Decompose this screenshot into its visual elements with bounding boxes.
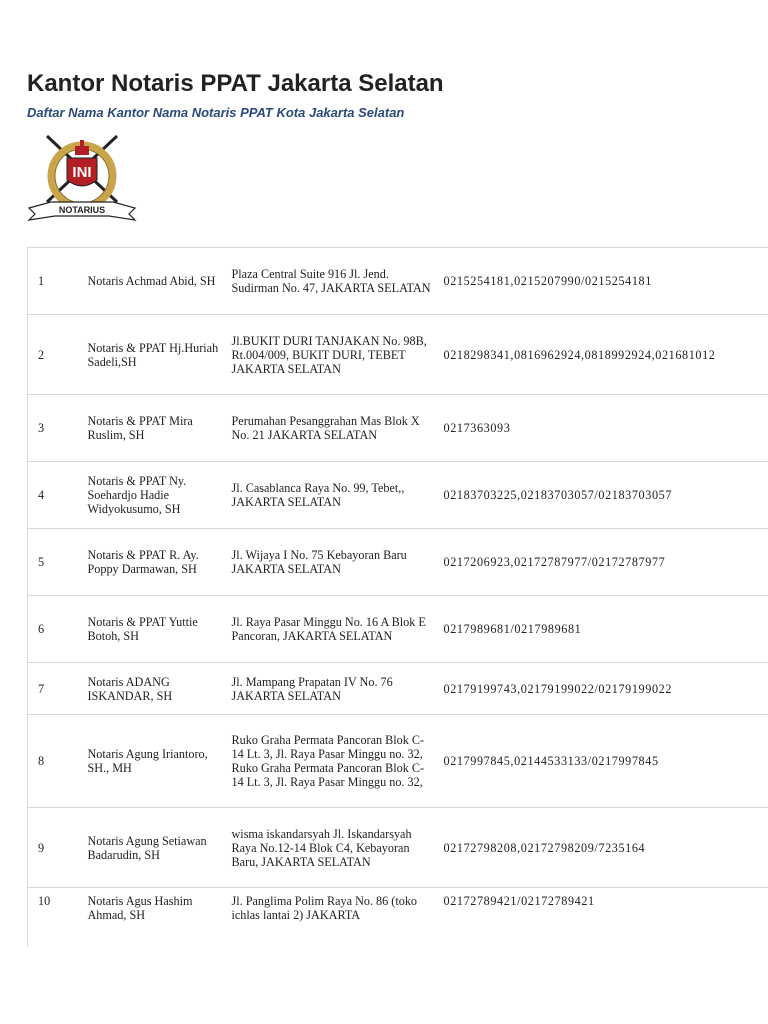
notary-name: Notaris & PPAT Ny. Soehardjo Hadie Widyokusumo, SH — [78, 462, 222, 529]
row-number: 9 — [28, 808, 78, 888]
logo-ribbon-text: NOTARIUS — [58, 205, 106, 215]
notary-phone: 0217206923,02172787977/02172787977 — [434, 529, 768, 596]
notary-address: Jl. Panglima Polim Raya No. 86 (toko ichlas lantai 2) JAKARTA — [222, 888, 434, 948]
notary-name: Notaris Agung Iriantoro, SH., MH — [78, 715, 222, 808]
notary-address: Jl. Raya Pasar Minggu No. 16 A Blok E Pancoran, JAKARTA SELATAN — [222, 596, 434, 663]
notary-name: Notaris & PPAT Mira Ruslim, SH — [78, 395, 222, 462]
page-title: Kantor Notaris PPAT Jakarta Selatan — [27, 70, 444, 97]
table-row — [28, 596, 768, 663]
row-number: 1 — [28, 248, 78, 315]
notary-name: Notaris ADANG ISKANDAR, SH — [78, 663, 222, 715]
row-number: 2 — [28, 315, 78, 395]
row-number: 7 — [28, 663, 78, 715]
notary-phone: 0217989681/0217989681 — [434, 596, 768, 663]
notary-address: wisma iskandarsyah Jl. Iskandarsyah Raya No.12-14 Blok C4, Kebayoran Baru, JAKARTA SELATAN — [222, 808, 434, 888]
notary-name: Notaris Agus Hashim Ahmad, SH — [78, 888, 222, 948]
page-subtitle: Daftar Nama Kantor Nama Notaris PPAT Kota Jakarta Selatan — [27, 105, 405, 120]
notary-phone: 0217363093 — [434, 395, 768, 462]
notary-address: Plaza Central Suite 916 Jl. Jend. Sudirman No. 47, JAKARTA SELATAN — [222, 248, 434, 315]
notary-table-container — [27, 247, 768, 947]
notary-address: Perumahan Pesanggrahan Mas Blok X No. 21 JAKARTA SELATAN — [222, 395, 434, 462]
table-row — [28, 462, 768, 529]
row-number: 5 — [28, 529, 78, 596]
row-number: 6 — [28, 596, 78, 663]
notary-address: Jl. Wijaya I No. 75 Kebayoran Baru JAKARTA SELATAN — [222, 529, 434, 596]
table-row — [28, 315, 768, 395]
notary-phone: 0217997845,02144533133/0217997845 — [434, 715, 768, 808]
table-row — [28, 808, 768, 888]
logo-cross-post — [80, 140, 84, 150]
notary-address: Ruko Graha Permata Pancoran Blok C-14 Lt. 3, Jl. Raya Pasar Minggu no. 32, Ruko Graha Permata Pancoran Blok C-14 Lt. 3, Jl. Raya Pasar Minggu no. 32, — [222, 715, 434, 808]
notary-phone: 02183703225,02183703057/02183703057 — [434, 462, 768, 529]
notary-phone: 0218298341,0816962924,0818992924,021681012 — [434, 315, 768, 395]
row-number: 10 — [28, 888, 78, 948]
notary-phone: 02172789421/02172789421 — [434, 888, 768, 948]
table-row — [28, 529, 768, 596]
notary-phone: 02172798208,02172798209/7235164 — [434, 808, 768, 888]
notary-address: Jl. Casablanca Raya No. 99, Tebet,, JAKARTA SELATAN — [222, 462, 434, 529]
notary-name: Notaris Agung Setiawan Badarudin, SH — [78, 808, 222, 888]
table-row — [28, 248, 768, 315]
row-number: 3 — [28, 395, 78, 462]
notary-name: Notaris & PPAT Hj.Huriah Sadeli,SH — [78, 315, 222, 395]
notary-address: Jl.BUKIT DURI TANJAKAN No. 98B, Rt.004/009, BUKIT DURI, TEBET JAKARTA SELATAN — [222, 315, 434, 395]
row-number: 8 — [28, 715, 78, 808]
notarius-logo — [25, 132, 140, 224]
logo-badge-text: INI — [72, 164, 92, 181]
notary-phone: 02179199743,02179199022/02179199022 — [434, 663, 768, 715]
notary-name: Notaris Achmad Abid, SH — [78, 248, 222, 315]
notary-table — [27, 247, 768, 947]
notary-name: Notaris & PPAT R. Ay. Poppy Darmawan, SH — [78, 529, 222, 596]
notary-name: Notaris & PPAT Yuttie Botoh, SH — [78, 596, 222, 663]
row-number: 4 — [28, 462, 78, 529]
table-row — [28, 888, 768, 948]
table-row — [28, 663, 768, 715]
notary-address: Jl. Mampang Prapatan IV No. 76 JAKARTA SELATAN — [222, 663, 434, 715]
notary-phone: 0215254181,0215207990/0215254181 — [434, 248, 768, 315]
table-row — [28, 715, 768, 808]
table-row — [28, 395, 768, 462]
